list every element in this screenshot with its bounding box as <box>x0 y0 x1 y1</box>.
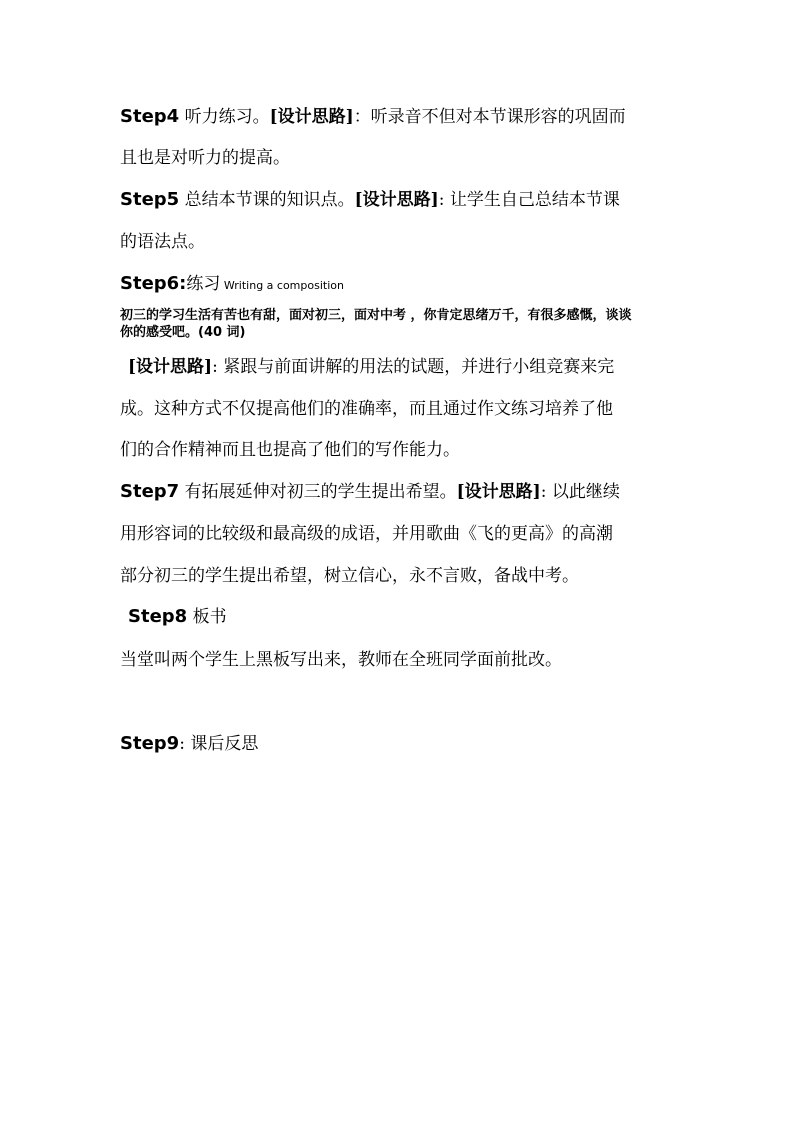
step4-label: Step4 <box>120 106 180 127</box>
step6-design-text: : 紧跟与前面讲解的用法的试题，并进行小组竞赛来完 <box>212 357 615 377</box>
step5-design-bracket: [设计思路] <box>354 190 439 210</box>
step9-title: : 课后反思 <box>179 734 259 754</box>
step7-label: Step7 <box>120 481 180 502</box>
step4-design-text: ：听录音不但对本节课形容的巩固而 <box>353 107 626 127</box>
step5-line1 <box>120 188 620 212</box>
step9-label: Step9 <box>120 733 180 754</box>
step8-title: 板书 <box>187 607 227 627</box>
step4-line1 <box>120 105 626 129</box>
step9-line1 <box>120 732 258 756</box>
step6-title-en: Writing a composition <box>220 279 344 292</box>
step4-line2: 且也是对听力的提高。 <box>120 148 290 168</box>
step5-label: Step5 <box>120 189 180 210</box>
step7-line3: 部分初三的学生提出希望，树立信心，永不言败，备战中考。 <box>120 566 579 586</box>
step5-line2: 的语法点。 <box>120 232 205 252</box>
step6-line1 <box>120 272 344 298</box>
step6-label: Step6: <box>120 273 187 294</box>
step4-design-bracket: [设计思路] <box>269 107 354 127</box>
step6-design-line1 <box>128 355 614 379</box>
step7-line2: 用形容词的比较级和最高级的成语，并用歌曲《飞的更高》的高潮 <box>120 524 613 544</box>
step5-title: 总结本节课的知识点。 <box>179 190 355 210</box>
step7-line1 <box>120 480 620 504</box>
step7-design-text: : 以此继续 <box>540 482 620 502</box>
step6-title-cn: 练习 <box>186 274 221 294</box>
step8-line2: 当堂叫两个学生上黑板写出来，教师在全班同学面前批改。 <box>120 650 562 670</box>
step5-design-text: : 让学生自己总结本节课 <box>438 190 620 210</box>
step6-prompt-line1: 初三的学习生活有苦也有甜，面对初三，面对中考 ，你肯定思绪万千，有很多感慨，谈谈 <box>120 308 632 323</box>
step6-prompt-line2: 你的感受吧。(40 词) <box>120 325 246 340</box>
step8-label: Step8 <box>128 606 188 627</box>
step6-design-line2: 成。这种方式不仅提高他们的准确率，而且通过作文练习培养了他 <box>120 399 613 419</box>
step6-design-line3: 们的合作精神而且也提高了他们的写作能力。 <box>120 440 460 460</box>
step7-title: 有拓展延伸对初三的学生提出希望。 <box>179 482 457 502</box>
step4-title: 听力练习。 <box>179 107 270 127</box>
step7-design-bracket: [设计思路] <box>456 482 541 502</box>
step8-line1 <box>128 605 227 629</box>
step6-design-bracket: [设计思路] <box>128 357 213 377</box>
